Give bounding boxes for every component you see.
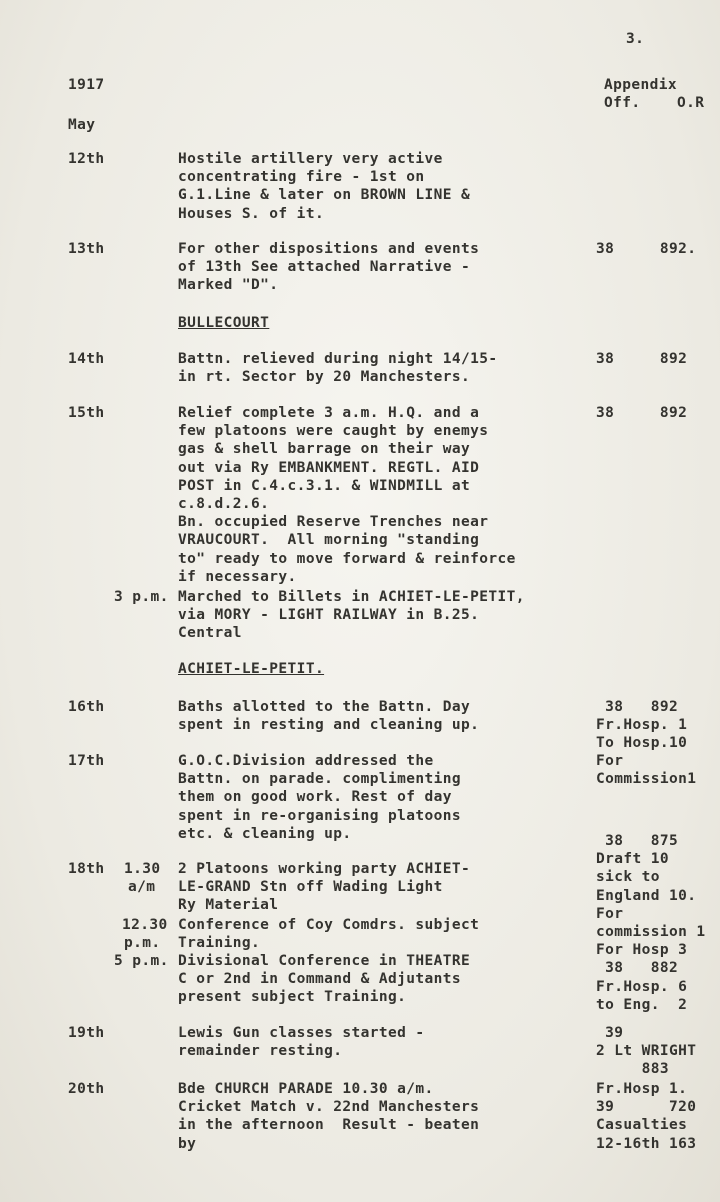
entry-date: 19th xyxy=(68,1025,105,1041)
entry-line: Cricket Match v. 22nd Manchesters xyxy=(178,1099,480,1116)
entry-line: in the afternoon Result - beaten xyxy=(178,1117,480,1134)
entry-line: Hostile artillery very active xyxy=(178,151,443,167)
appendix-value: 2 Lt WRIGHT xyxy=(596,1043,697,1060)
appendix-header-1: Appendix xyxy=(604,77,678,93)
entry-line: them on good work. Rest of day xyxy=(178,789,452,806)
entry-line: For other dispositions and events xyxy=(178,241,480,257)
entry-line: Battn. relieved during night 14/15- xyxy=(178,351,498,367)
entry-date: 18th xyxy=(68,861,105,877)
appendix-value: For xyxy=(596,905,624,922)
place-heading: ACHIET-LE-PETIT. xyxy=(178,661,325,677)
entry-date: 13th xyxy=(68,241,105,257)
entry-line: Lewis Gun classes started - xyxy=(178,1025,425,1041)
entry-line: Bde CHURCH PARADE 10.30 a/m. xyxy=(178,1081,434,1097)
entry-line: Training. xyxy=(178,935,261,952)
entry-date: 20th xyxy=(68,1081,105,1097)
appendix-value: 38 882 xyxy=(596,960,679,977)
appendix-value: 38 892 xyxy=(596,699,679,715)
entry-line: Battn. on parade. complimenting xyxy=(178,771,462,788)
entry-line: Marched to Billets in ACHIET-LE-PETIT, xyxy=(178,589,525,605)
entry-line: Bn. occupied Reserve Trenches near xyxy=(178,514,489,531)
appendix-value: 39 720 xyxy=(596,1099,697,1116)
entry-line: Relief complete 3 a.m. H.Q. and a xyxy=(178,405,480,421)
entry-line: c.8.d.2.6. xyxy=(178,496,270,512)
entry-line: Divisional Conference in THEATRE xyxy=(178,953,471,969)
entry-line: POST in C.4.c.3.1. & WINDMILL at xyxy=(178,477,471,494)
appendix-value: 38 892 xyxy=(596,351,688,367)
entry-line: out via Ry EMBANKMENT. REGTL. AID xyxy=(178,459,480,476)
entry-date: 12th xyxy=(68,151,105,167)
appendix-value: 39 xyxy=(596,1025,624,1041)
entry-line: via MORY - LIGHT RAILWAY in B.25. xyxy=(178,607,480,624)
entry-line: remainder resting. xyxy=(178,1043,343,1060)
appendix-value: Fr.Hosp. 6 xyxy=(596,978,688,995)
appendix-value: Casualties xyxy=(596,1117,688,1134)
entry-time-suffix: p.m. xyxy=(124,935,161,952)
entry-line: spent in resting and cleaning up. xyxy=(178,717,480,734)
entry-line: Houses S. of it. xyxy=(178,205,325,222)
entry-line: Ry Material xyxy=(178,897,279,914)
entry-line: G.O.C.Division addressed the xyxy=(178,753,434,769)
entry-line: C or 2nd in Command & Adjutants xyxy=(178,971,462,988)
entry-date: 16th xyxy=(68,699,105,715)
entry-line: by xyxy=(178,1135,197,1152)
year: 1917 xyxy=(68,77,105,93)
entry-line: LE-GRAND Stn off Wading Light xyxy=(178,879,443,896)
appendix-value: For xyxy=(596,753,624,769)
entry-line: Conference of Coy Comdrs. subject xyxy=(178,917,480,933)
entry-line: in rt. Sector by 20 Manchesters. xyxy=(178,369,471,386)
entry-date: 15th xyxy=(68,405,105,421)
entry-line: few platoons were caught by enemys xyxy=(178,423,489,440)
appendix-value: Fr.Hosp. 1 xyxy=(596,717,688,734)
appendix-value: To Hosp.10 xyxy=(596,735,688,752)
place-heading: BULLECOURT xyxy=(178,315,270,331)
appendix-value: For Hosp 3 xyxy=(596,942,688,959)
entry-time: 3 p.m. xyxy=(114,589,169,605)
entry-line: G.1.Line & later on BROWN LINE & xyxy=(178,187,471,204)
appendix-value: commission 1 xyxy=(596,924,706,940)
appendix-value: to Eng. 2 xyxy=(596,996,688,1013)
entry-line: 2 Platoons working party ACHIET- xyxy=(178,861,471,877)
entry-line: concentrating fire - 1st on xyxy=(178,169,425,186)
entry-time-suffix: a/m xyxy=(128,879,156,896)
entry-line: to" ready to move forward & reinforce xyxy=(178,550,516,567)
appendix-value: 883 xyxy=(596,1061,670,1078)
entry-line: VRAUCOURT. All morning "standing xyxy=(178,532,480,549)
appendix-header-2: Off. O.R xyxy=(604,95,705,111)
entry-line: if necessary. xyxy=(178,568,297,585)
entry-line: spent in re-organising platoons xyxy=(178,807,462,824)
entry-line: Central xyxy=(178,625,242,642)
entry-line: etc. & cleaning up. xyxy=(178,825,352,842)
entry-date: 17th xyxy=(68,753,105,769)
entry-line: Marked "D". xyxy=(178,277,279,294)
appendix-value: England 10. xyxy=(596,887,697,904)
entry-time: 12.30 xyxy=(122,917,168,933)
entry-line: present subject Training. xyxy=(178,989,407,1006)
entry-line: Baths allotted to the Battn. Day xyxy=(178,699,471,715)
appendix-value: 38 892. xyxy=(596,241,697,257)
appendix-value: Draft 10 xyxy=(596,851,670,868)
appendix-value: 38 875 xyxy=(596,833,679,849)
month: May xyxy=(68,117,96,133)
appendix-value: Fr.Hosp 1. xyxy=(596,1081,688,1097)
page-number: 3. xyxy=(626,31,645,47)
entry-time: 1.30 xyxy=(124,861,161,877)
entry-line: gas & shell barrage on their way xyxy=(178,441,471,458)
appendix-value: Commission1 xyxy=(596,771,697,788)
appendix-value: sick to xyxy=(596,869,660,886)
entry-time: 5 p.m. xyxy=(114,953,169,969)
entry-line: of 13th See attached Narrative - xyxy=(178,259,471,276)
appendix-value: 38 892 xyxy=(596,405,688,421)
appendix-value: 12-16th 163 xyxy=(596,1135,697,1152)
entry-date: 14th xyxy=(68,351,105,367)
